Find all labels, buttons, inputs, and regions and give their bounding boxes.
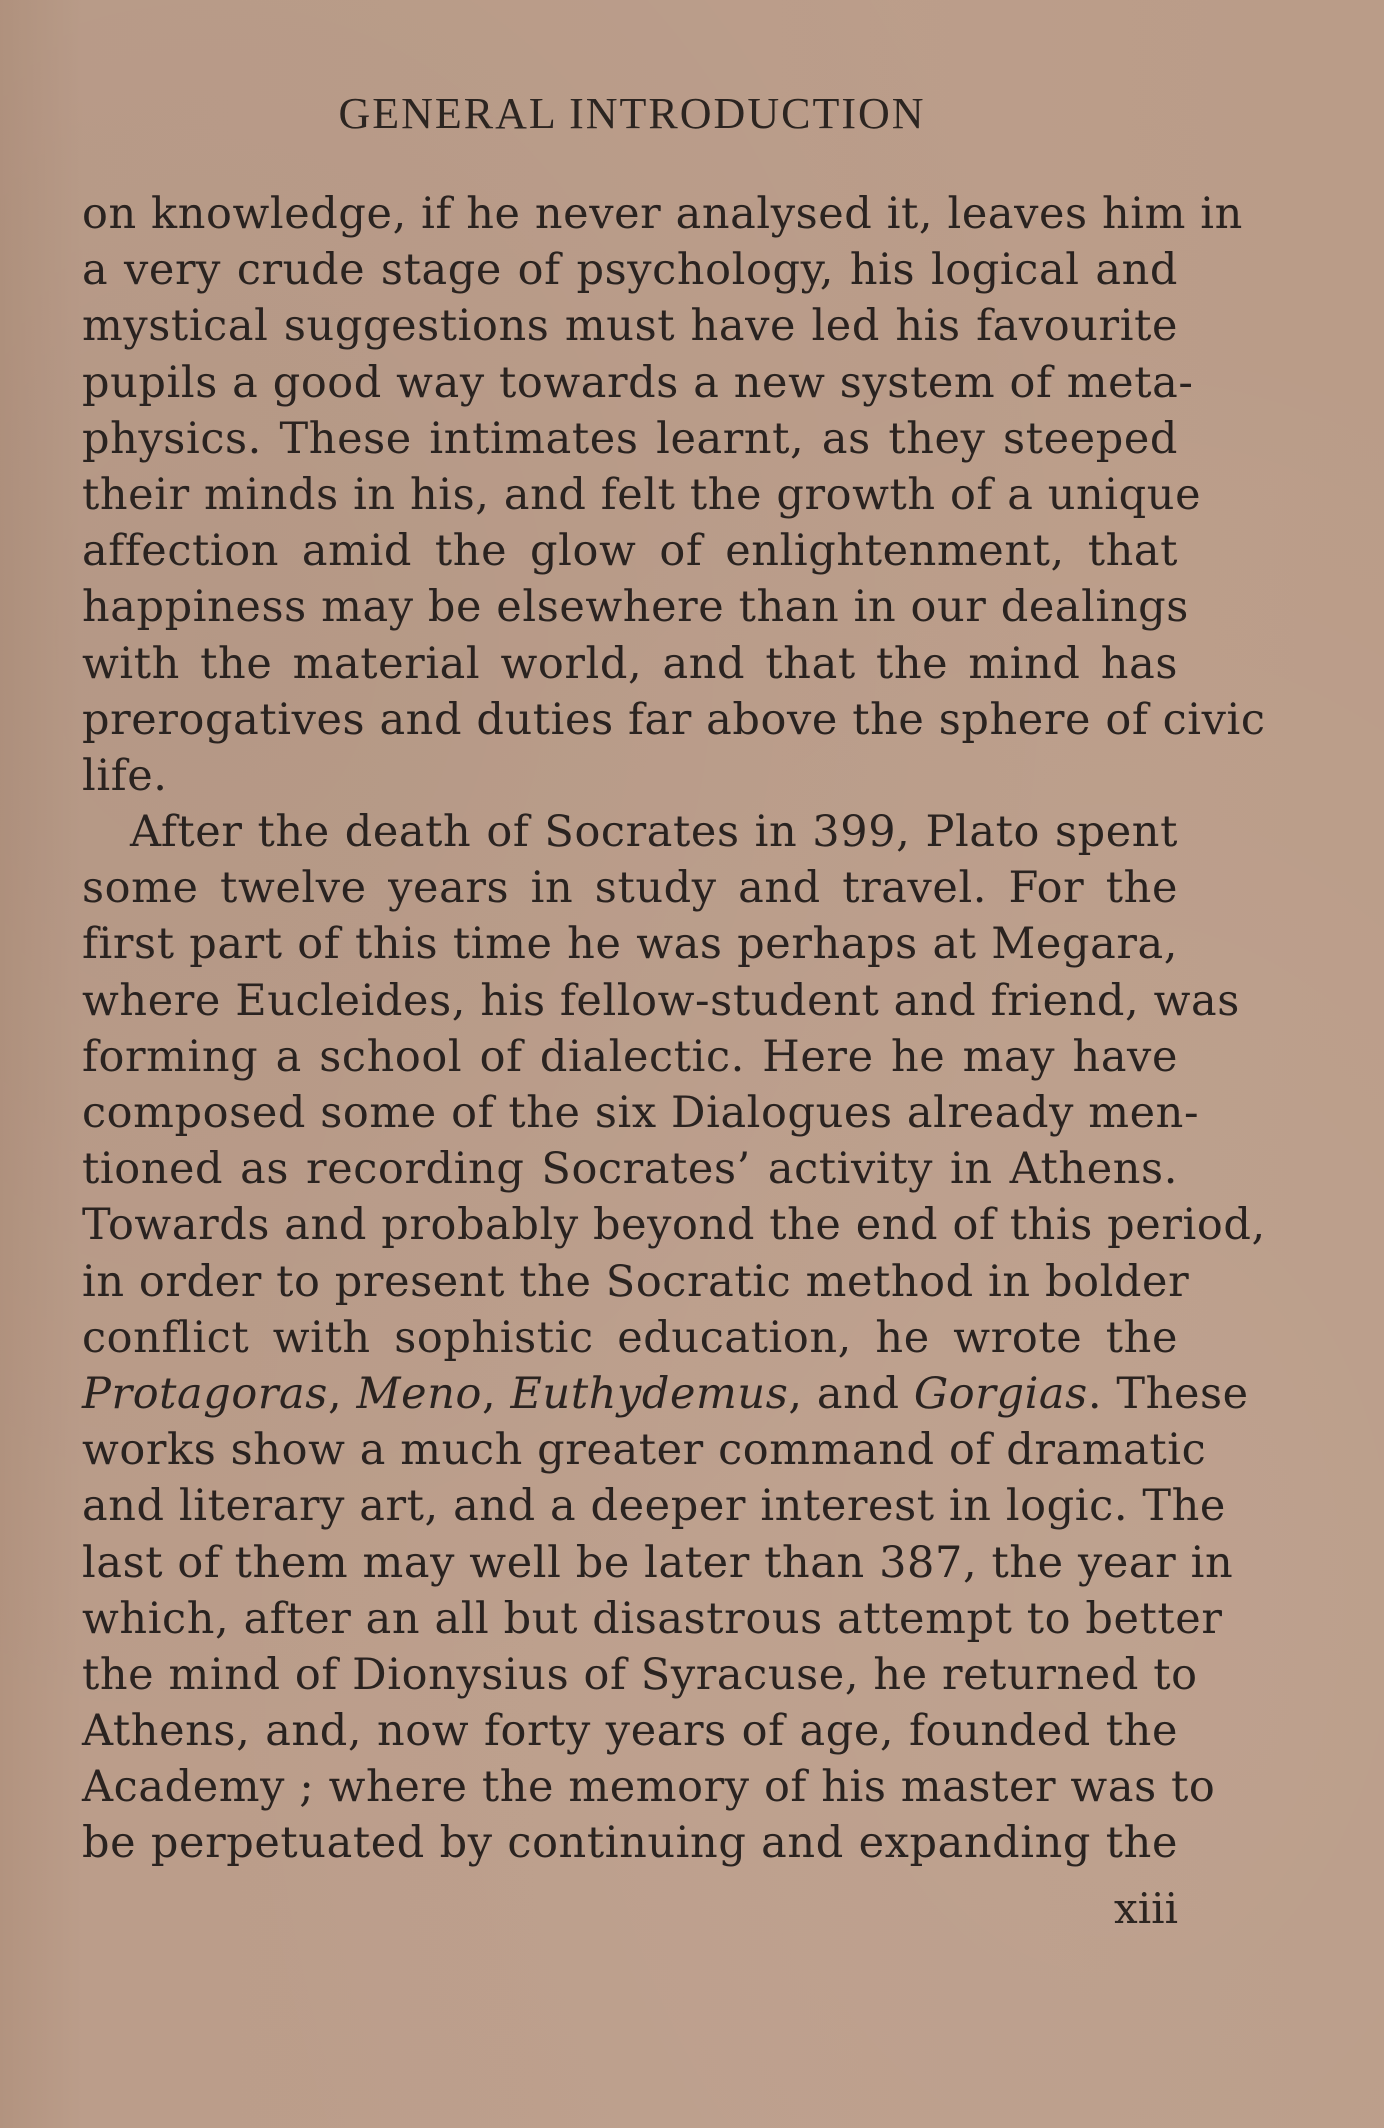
text-line: be perpetuated by continuing and expanding the xyxy=(82,1818,1178,1869)
text-line: in order to present the Socratic method in bolder xyxy=(82,1256,1190,1307)
text-line: affection amid the glow of enlightenment, that xyxy=(82,526,1178,577)
body-text xyxy=(82,186,1266,1872)
text-line: After the death of Socrates in 399, Plato spent xyxy=(130,807,1178,858)
text-line: on knowledge, if he never analysed it, leaves him in xyxy=(82,189,1243,239)
title-meno: Meno xyxy=(356,1368,482,1419)
text-line: with the material world, and that the mind has xyxy=(82,638,1178,689)
text-line: Athens, and, now forty years of age, founded the xyxy=(82,1706,1178,1757)
text-line: their minds in his, and felt the growth of a unique xyxy=(82,469,1202,520)
text-line: Academy ; where the memory of his master was to xyxy=(82,1762,1216,1813)
page-number: xiii xyxy=(1114,1884,1178,1933)
text-line: first part of this time he was perhaps at Megara, xyxy=(82,919,1178,970)
text-line: pupils a good way towards a new system of meta- xyxy=(82,357,1194,408)
line-rest: These xyxy=(1116,1368,1249,1419)
title-gorgias: Gorgias xyxy=(913,1368,1088,1419)
text-line: forming a school of dialectic. Here he may have xyxy=(82,1031,1178,1082)
text-line: where Eucleides, his fellow-student and friend, was xyxy=(82,975,1240,1026)
text-line: composed some of the six Dialogues already men- xyxy=(82,1088,1200,1138)
text-line: and literary art, and a deeper interest in logic. The xyxy=(82,1481,1226,1532)
title-protagoras: Protagoras xyxy=(82,1368,328,1419)
text-line: conflict with sophistic education, he wrote the xyxy=(82,1312,1178,1363)
running-title: GENERAL INTRODUCTION xyxy=(338,89,926,138)
text-line: physics. These intimates learnt, as they steeped xyxy=(82,413,1178,464)
text-line: mystical suggestions must have led his favourite xyxy=(82,301,1178,352)
text-line: last of them may well be later than 387, the year in xyxy=(82,1537,1234,1588)
text-line: a very crude stage of psychology, his logical and xyxy=(82,245,1178,296)
text-line: tioned as recording Socrates’ activity in Athens. xyxy=(82,1144,1178,1195)
text-line: some twelve years in study and travel. For the xyxy=(82,863,1178,914)
text-line: prerogatives and duties far above the sphere of civic xyxy=(82,694,1266,745)
text-line: which, after an all but disastrous attempt to better xyxy=(82,1593,1223,1644)
text-line: the mind of Dionysius of Syracuse, he returned to xyxy=(82,1649,1198,1700)
text-line: happiness may be elsewhere than in our dealings xyxy=(82,582,1189,633)
text-line: life. xyxy=(82,750,168,801)
title-euthydemus: Euthydemus xyxy=(510,1368,789,1419)
text-line: Towards and probably beyond the end of this period, xyxy=(82,1200,1266,1251)
text-line-italic-titles: Protagoras, Meno, Euthydemus, and Gorgias. These xyxy=(82,1368,1249,1419)
text-line: works show a much greater command of dramatic xyxy=(82,1425,1207,1476)
